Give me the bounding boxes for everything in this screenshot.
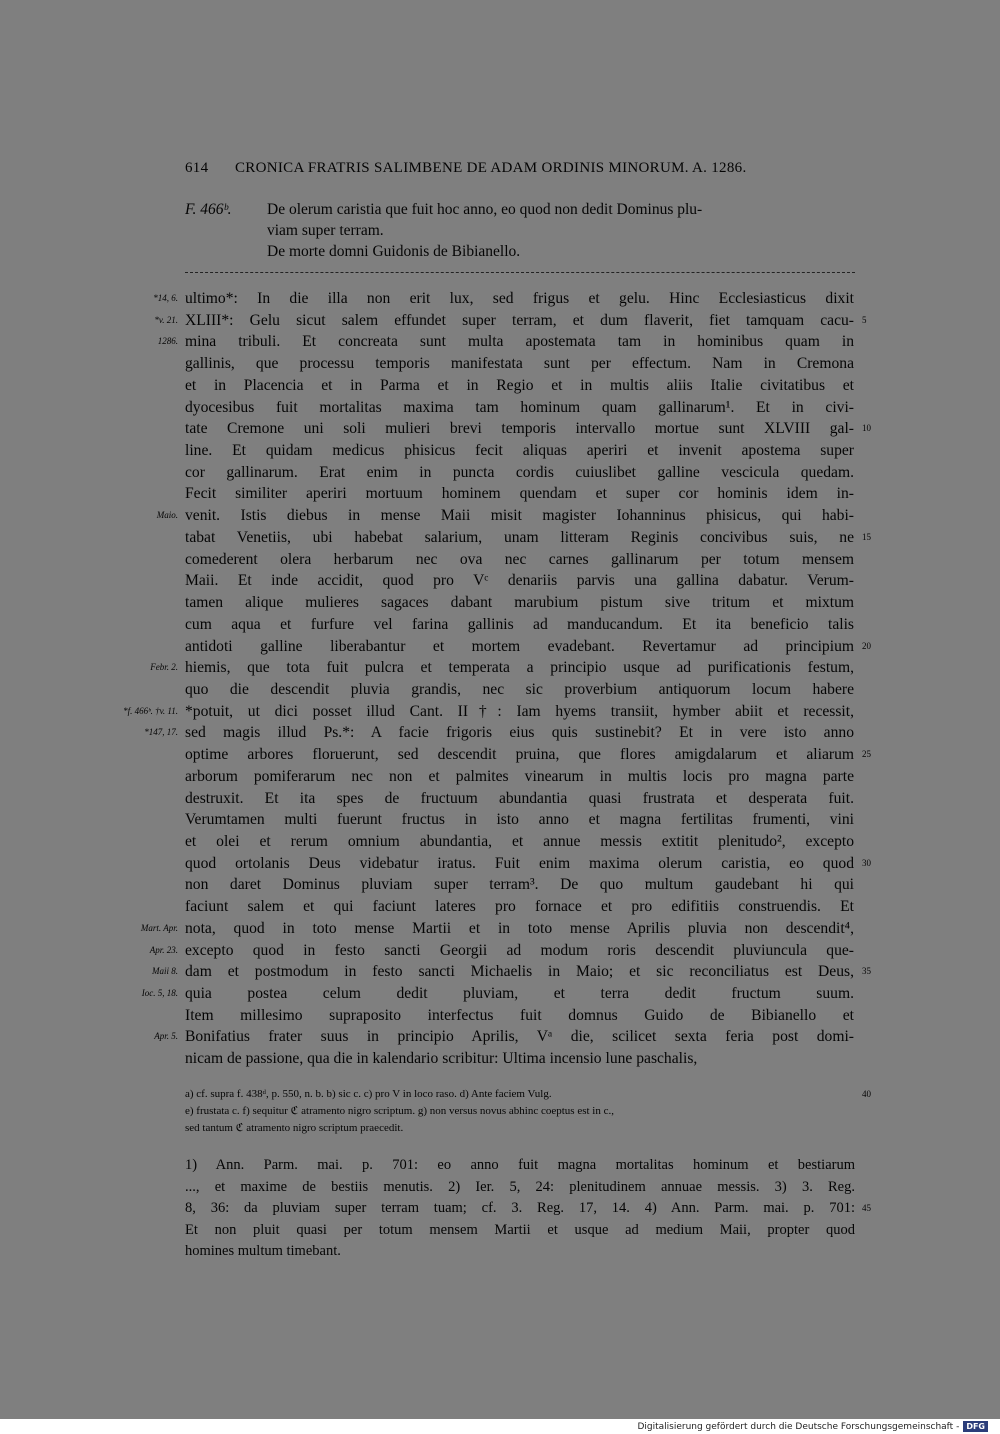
- margin-note: Apr. 23.: [149, 944, 178, 955]
- dfg-logo: DFG: [963, 1421, 988, 1432]
- footnote-text: 1) Ann. Parm. mai. p. 701: eo anno fuit magna mortalitas hominum et bestiarum: [185, 1157, 855, 1173]
- apparatus-text: sed tantum ℭ atramento nigro scriptum praecedit.: [185, 1122, 404, 1134]
- line-text: Bonifatius frater suus in principio Aprilis, Vᵃ die, scilicet sexta feria post domi-: [185, 1028, 854, 1046]
- critical-apparatus: [185, 1086, 871, 1137]
- running-title: CRONICA FRATRIS SALIMBENE DE ADAM ORDINIS MINORUM. A. 1286.: [235, 160, 747, 176]
- text-line: [0, 831, 1000, 853]
- text-line: [0, 440, 1000, 462]
- footnote-line: [185, 1177, 855, 1199]
- credit-text: Digitalisierung gefördert durch die Deutsche Forschungsgemeinschaft -: [637, 1421, 960, 1432]
- text-line: [0, 353, 1000, 375]
- folio-reference: F. 466ᵇ.: [185, 201, 232, 218]
- separator-rule: [185, 272, 855, 273]
- line-text: arborum pomiferarum nec non et palmites vinearum in multis locis pro magna parte: [185, 767, 854, 785]
- text-line: [0, 636, 1000, 658]
- text-line: [0, 766, 1000, 788]
- text-line: [0, 592, 1000, 614]
- page-number: 614: [185, 160, 209, 176]
- line-text: quo die descendit pluvia grandis, nec sic proverbium antiquorum locum habere: [185, 680, 854, 698]
- text-line: [0, 418, 1000, 440]
- line-text: destruxit. Et ita spes de fructuum abundantia quasi frustrata et desperata fuit.: [185, 789, 854, 807]
- footnote-text: Et non pluit quasi per totum mensem Martii et usque ad medium Maii, propter quod: [185, 1221, 855, 1238]
- text-line: [0, 549, 1000, 571]
- text-line: [0, 983, 1000, 1005]
- line-number: 25: [862, 749, 871, 760]
- line-number: 35: [862, 966, 871, 977]
- line-text: *potuit, ut dici posset illud Cant. II†: Iam hyems transiit, hymber abiit et recessit,: [185, 702, 854, 720]
- text-line: [0, 614, 1000, 636]
- line-text: dam et postmodum in festo sancti Michaelis in Maio; et sic reconciliatus est Deus,: [185, 963, 854, 981]
- text-line: [0, 874, 1000, 896]
- margin-note: Apr. 5.: [154, 1031, 178, 1042]
- margin-note: *f. 466ᵇ. †v. 11.: [123, 705, 178, 716]
- text-line: [0, 918, 1000, 940]
- summary-line: De olerum caristia que fuit hoc anno, eo quod non dedit Dominus plu-: [267, 201, 703, 218]
- footnote-line: [185, 1198, 871, 1220]
- text-line: [0, 483, 1000, 505]
- text-line: [0, 505, 1000, 527]
- chapter-summary: [185, 199, 855, 262]
- margin-note: *147, 17.: [144, 727, 178, 738]
- apparatus-line: [185, 1086, 871, 1103]
- line-number: 45: [862, 1203, 871, 1213]
- footnote-text: homines multum timebant.: [185, 1243, 341, 1259]
- line-text: optime arbores floruerunt, sed descendit pruina, que flores amigdalarum et aliarum: [185, 746, 854, 764]
- line-text: antidoti galline liberabantur et mortem evadebant. Revertamur ad principium: [185, 637, 854, 655]
- text-line: [0, 961, 1000, 983]
- apparatus-line: [185, 1103, 855, 1120]
- line-text: non daret Dominus pluviam super terram³. De quo multum gaudebant hi qui: [185, 876, 854, 894]
- line-text: et in Placencia et in Parma et in Regio et in multis aliis Italie civitatibus et: [185, 376, 854, 394]
- line-text: et olei et rerum omnium abundantia, et annue messis extitit plenitudo², excepto: [185, 832, 854, 850]
- text-line: [0, 940, 1000, 962]
- apparatus-text: a) cf. supra f. 438ᵈ, p. 550, n. b. b) sic c. c) pro V in loco raso. d) Ante faciem Vulg.: [185, 1088, 552, 1100]
- line-text: venit. Istis diebus in mense Maii misit magister Iohanninus phisicus, qui habi-: [185, 507, 854, 525]
- margin-note: Febr. 2.: [150, 662, 178, 673]
- line-text: Item millesimo supraposito interfectus fuit domnus Guido de Bibianello et: [185, 1006, 854, 1024]
- line-text: cum aqua et furfure vel farina gallinis ad manducandum. Et ita beneficio talis: [185, 615, 854, 633]
- line-text: nicam de passione, qua die in kalendario scribitur: Ultima incensio lune paschalis,: [185, 1050, 698, 1068]
- running-head: [185, 160, 855, 177]
- footnote-line: [185, 1220, 855, 1242]
- margin-note: Maio.: [156, 510, 178, 521]
- margin-note: *v. 21.: [154, 314, 178, 325]
- text-line: [0, 1005, 1000, 1027]
- line-text: Fecit similiter aperiri mortuum hominem quendam et super cor hominis idem in-: [185, 485, 854, 503]
- line-text: XLIII*: Gelu sicut salem effundet super terram, et dum flaverit, fiet tamquam cacu-: [185, 311, 854, 329]
- line-text: nota, quod in toto mense Martii et in toto mense Aprilis pluvia non descendit⁴,: [185, 919, 854, 937]
- line-text: quia postea celum dedit pluviam, et terra dedit fructum suum.: [185, 985, 854, 1002]
- text-line: [0, 1026, 1000, 1048]
- apparatus-text: e) frustata c. f) sequitur ℭ atramento nigro scriptum. g) non versus novus abhinc coeptus est in c.,: [185, 1105, 614, 1117]
- margin-note: Ioc. 5, 18.: [141, 988, 178, 998]
- line-text: comederent olera herbarum nec ova nec carnes gallinarum per totum mensem: [185, 550, 854, 568]
- line-text: tabat Venetiis, ubi habebat salarium, unam litteram Reginis concivibus suis, ne: [185, 528, 854, 546]
- digitization-credit: [637, 1419, 988, 1434]
- line-text: excepto quod in festo sancti Georgii ad modum roris descendit pluviuncula que-: [185, 941, 854, 959]
- line-text: dyocesibus fuit mortalitas maxima tam hominum quam gallinarum¹. Et in civi-: [185, 398, 854, 416]
- text-line: [0, 788, 1000, 810]
- line-text: faciunt salem et qui faciunt lateres pro fornace et pro edifitiis construendis. Et: [185, 898, 854, 916]
- text-line: [0, 397, 1000, 419]
- line-number: 15: [862, 531, 871, 542]
- line-text: ultimo*: In die illa non erit lux, sed frigus et gelu. Hinc Ecclesiasticus dixit: [185, 290, 854, 307]
- margin-note: *14, 6.: [153, 293, 178, 303]
- line-text: sed magis illud Ps.*: A facie frigoris eius quis sustinebit? Et in vere isto anno: [185, 724, 854, 742]
- line-number: 10: [862, 423, 871, 434]
- line-number: 20: [862, 640, 871, 651]
- line-text: hiemis, que tota fuit pulcra et temperata a principio usque ad purificationis festum,: [185, 659, 854, 677]
- line-text: cor gallinarum. Erat enim in puncta cordis cuiuslibet galline vescicula quedam.: [185, 463, 854, 481]
- footnote-line: [185, 1241, 855, 1263]
- line-text: mina tribuli. Et concreata sunt multa apostemata tam in hominibus quam in: [185, 333, 854, 351]
- text-line: [0, 375, 1000, 397]
- footnote-line: [185, 1155, 855, 1177]
- text-line: [0, 679, 1000, 701]
- text-line: [0, 896, 1000, 918]
- text-line: [0, 853, 1000, 875]
- text-line: [0, 1048, 1000, 1070]
- text-line: [0, 331, 1000, 353]
- line-number: 30: [862, 857, 871, 868]
- margin-note: Mart. Apr.: [140, 922, 178, 933]
- margin-note: Maii 8.: [152, 966, 178, 977]
- summary-line: De morte domni Guidonis de Bibianello.: [267, 243, 521, 260]
- footnote-text: ..., et maxime de bestiis menutis. 2) Ier. 5, 24: plenitudinem annuae messis. 3) 3. Reg.: [185, 1178, 855, 1195]
- text-line: [0, 288, 1000, 310]
- text-line: [0, 657, 1000, 679]
- line-text: Verumtamen multi fuerunt fructus in isto anno et magna fertilitas frumenti, vini: [185, 811, 854, 829]
- text-line: [0, 462, 1000, 484]
- line-number: 5: [862, 314, 867, 325]
- main-text: [0, 288, 1000, 1070]
- text-line: [0, 809, 1000, 831]
- margin-note: 1286.: [157, 336, 178, 347]
- text-line: [0, 310, 1000, 332]
- summary-line: viam super terram.: [267, 222, 384, 239]
- text-line: [0, 722, 1000, 744]
- text-line: [0, 701, 1000, 723]
- apparatus-line: [185, 1120, 855, 1137]
- text-line: [0, 570, 1000, 592]
- line-text: tamen alique mulieres sagaces dabant marubium pistum sive tritum et mixtum: [185, 594, 854, 612]
- line-text: Maii. Et inde accidit, quod pro Vᶜ denariis parvis una gallina dabatur. Verum-: [185, 572, 854, 590]
- line-text: tate Cremone uni soli mulieri brevi temporis intervallo mortue sunt XLVIII gal-: [185, 420, 854, 438]
- text-line: [0, 744, 1000, 766]
- text-line: [0, 527, 1000, 549]
- line-number: 40: [862, 1089, 871, 1099]
- footnote-text: 8, 36: da pluviam super terram tuam; cf. 3. Reg. 17, 14. 4) Ann. Parm. mai. p. 701:: [185, 1200, 855, 1216]
- line-text: gallinis, que processu temporis manifestata sunt per effectum. Nam in Cremona: [185, 355, 854, 373]
- line-text: quod ortolanis Deus videbatur iratus. Fuit enim maxima olerum caristia, eo quod: [185, 854, 854, 872]
- footnotes: [185, 1155, 871, 1263]
- line-text: line. Et quidam medicus phisicus fecit aliquas aperiri et invenit apostema super: [185, 442, 854, 460]
